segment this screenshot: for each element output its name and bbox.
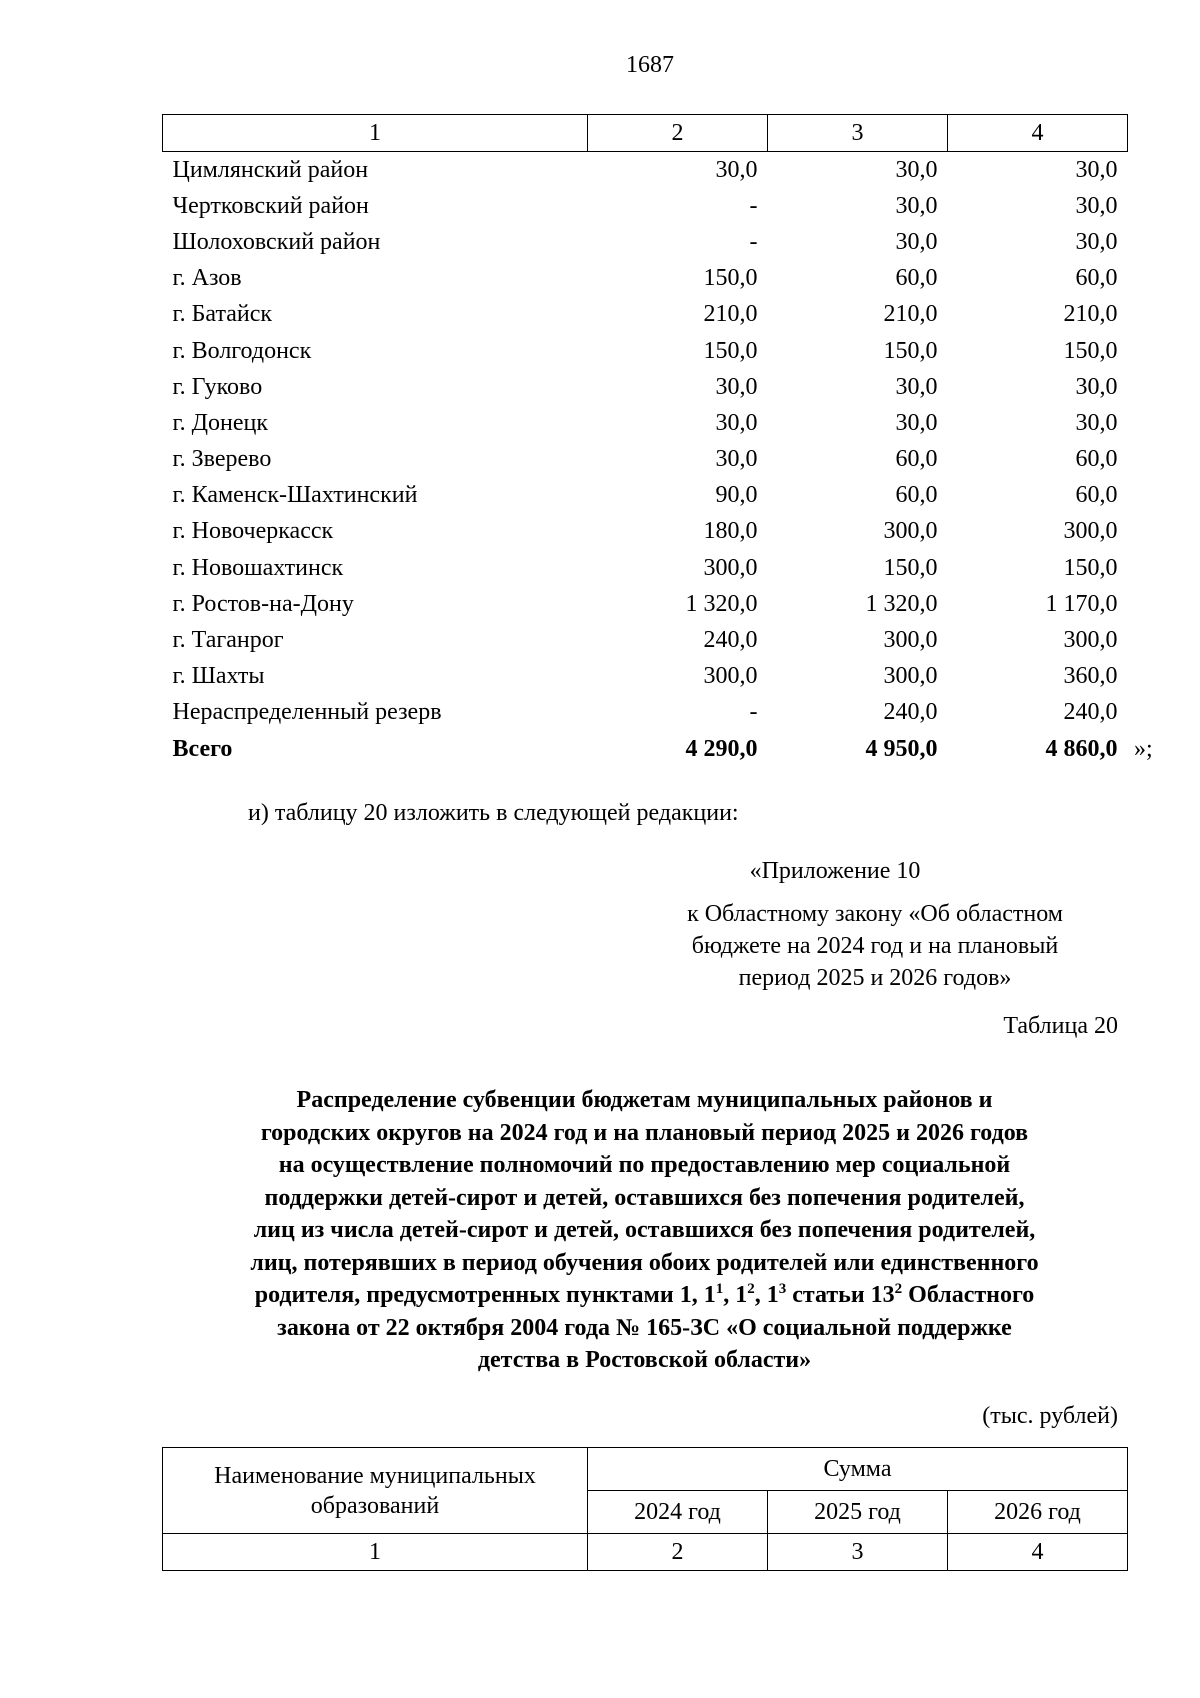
total-2025: 4 950,0 [865,735,938,762]
sum-header: Сумма [588,1448,1128,1491]
value-2024: 210,0 [703,301,758,328]
value-2024: 150,0 [703,337,758,364]
table-row [163,152,1128,189]
municipality-name: г. Новочеркасск [172,518,334,545]
column-number-row [163,1534,1128,1571]
municipality-name: Шолоховский район [172,228,381,255]
annex-reference-line: период 2025 и 2026 годов» [738,965,1012,991]
distribution-table-continued [162,114,1128,767]
value-2025: 300,0 [883,518,938,545]
superscript: 2 [894,1281,903,1297]
municipality-name: г. Шахты [172,663,265,690]
table-row [163,442,1128,478]
title-line: поддержки детей-сирот и детей, оставшихся без попечения родителей, [264,1184,1025,1211]
municipality-name: г. Гуково [172,373,263,400]
column-number: 1 [163,115,588,152]
value-2024: 30,0 [715,446,758,473]
value-2025: 300,0 [883,663,938,690]
column-number: 1 [163,1534,588,1571]
value-2024: - [749,228,758,255]
table-20-header [162,1447,1128,1571]
table-row [163,586,1128,622]
value-2024: 30,0 [715,409,758,436]
title-text: , 1 [754,1282,779,1308]
value-2025: 30,0 [895,156,938,183]
table-row [163,405,1128,441]
title-text: Областного [902,1282,1035,1308]
value-2026: 60,0 [1075,482,1118,509]
value-2026: 1 170,0 [1045,590,1118,617]
value-2026: 30,0 [1075,228,1118,255]
total-label: Всего [172,735,233,762]
column-number: 2 [588,1534,768,1571]
value-2026: 150,0 [1063,554,1118,581]
column-number: 2 [588,115,768,152]
value-2026: 30,0 [1075,373,1118,400]
value-2025: 30,0 [895,409,938,436]
municipality-name: г. Волгодонск [172,337,312,364]
value-2024: 180,0 [703,518,758,545]
column-number: 4 [948,115,1128,152]
year-header: 2024 год [588,1491,768,1534]
table-title [162,1084,1127,1377]
title-line: городских округов на 2024 год и на плановый период 2025 и 2026 годов [260,1119,1029,1146]
value-2025: 60,0 [895,265,938,292]
municipality-name: г. Батайск [172,301,273,328]
total-row [163,731,1128,767]
title-text: родителя, предусмотренных пунктами 1, 1 [254,1282,716,1308]
table-row [163,261,1128,297]
value-2026: 30,0 [1075,192,1118,219]
municipality-name: г. Зверево [172,446,272,473]
table-row [163,478,1128,514]
value-2024: - [749,699,758,726]
municipality-name: Цимлянский район [172,156,369,183]
page-number: 1687 [626,52,674,78]
value-2026: 210,0 [1063,301,1118,328]
value-2025: 240,0 [883,699,938,726]
value-2026: 60,0 [1075,446,1118,473]
table-row [163,695,1128,731]
value-2024: 150,0 [703,265,758,292]
table-row [163,188,1128,224]
value-2024: 90,0 [715,482,758,509]
value-2024: 300,0 [703,663,758,690]
column-number: 3 [768,115,948,152]
year-header: 2026 год [948,1491,1128,1534]
table-row [163,369,1128,405]
total-2026: 4 860,0 [1045,735,1118,762]
annex-reference-line: к Областному закону «Об областном [687,901,1063,927]
title-line: Распределение субвенции бюджетам муниципальных районов и [296,1087,993,1113]
value-2025: 150,0 [883,554,938,581]
value-2026: 30,0 [1075,156,1118,183]
annex-heading: «Приложение 10 [749,858,921,884]
value-2024: 30,0 [715,373,758,400]
column-number-row [163,115,1128,152]
value-2026: 30,0 [1075,409,1118,436]
municipality-name: г. Таганрог [172,627,284,654]
title-line: закона от 22 октября 2004 года № 165-ЗС «О социальной поддержке [277,1314,1012,1341]
table-label: Таблица 20 [1003,1013,1118,1039]
units-label: (тыс. рублей) [982,1403,1118,1429]
value-2024: 30,0 [715,156,758,183]
superscript: 2 [747,1281,755,1297]
value-2025: 60,0 [895,446,938,473]
year-header: 2025 год [768,1491,948,1534]
value-2025: 30,0 [895,373,938,400]
municipality-name: г. Азов [172,265,242,292]
table-row [163,297,1128,333]
table-row [163,622,1128,658]
value-2025: 300,0 [883,627,938,654]
value-2024: 1 320,0 [685,590,758,617]
title-line: на осуществление полномочий по предоставлению мер социальной [278,1152,1011,1178]
municipality-name: г. Донецк [172,409,269,436]
table-row [163,224,1128,260]
value-2025: 1 320,0 [865,590,938,617]
table-row [163,333,1128,369]
value-2026: 60,0 [1075,265,1118,292]
municipality-name: г. Новошахтинск [172,554,344,581]
header-row [163,1448,1128,1491]
header-text: образований [310,1492,440,1519]
superscript: 3 [778,1281,787,1297]
value-2025: 30,0 [895,192,938,219]
title-line: лиц из числа детей-сирот и детей, оставшихся без попечения родителей, [253,1217,1036,1243]
table-row [163,514,1128,550]
value-2026: 240,0 [1063,699,1118,726]
municipality-name: г. Каменск-Шахтинский [172,482,418,509]
title-line: детства в Ростовской области» [477,1347,812,1373]
title-line [162,1279,1127,1312]
title-text: , 1 [723,1282,748,1308]
title-line: лиц, потерявших в период обучения обоих родителей или единственного [250,1249,1039,1276]
value-2025: 210,0 [883,301,938,328]
municipality-name-header [163,1448,588,1534]
municipality-name: г. Ростов-на-Дону [172,590,354,617]
column-number: 3 [768,1534,948,1571]
municipality-name: Чертковский район [172,192,369,219]
value-2026: 150,0 [1063,337,1118,364]
table-row [163,550,1128,586]
table-row [163,659,1128,695]
annex-reference [620,898,1130,994]
value-2026: 300,0 [1063,518,1118,545]
amendment-paragraph: и) таблицу 20 изложить в следующей редакции: [248,800,739,826]
value-2024: 240,0 [703,627,758,654]
title-text: статьи 13 [786,1282,895,1308]
value-2026: 360,0 [1063,663,1118,690]
value-2025: 60,0 [895,482,938,509]
closing-quote: »; [1134,736,1153,762]
value-2024: - [749,192,758,219]
header-text: Наименование муниципальных [214,1462,536,1489]
column-number: 4 [948,1534,1128,1571]
value-2025: 150,0 [883,337,938,364]
value-2026: 300,0 [1063,627,1118,654]
value-2024: 300,0 [703,554,758,581]
annex-reference-line: бюджете на 2024 год и на плановый [691,933,1059,959]
municipality-name: Нераспределенный резерв [172,699,442,726]
superscript: 1 [715,1281,724,1297]
total-2024: 4 290,0 [685,735,758,762]
value-2025: 30,0 [895,228,938,255]
